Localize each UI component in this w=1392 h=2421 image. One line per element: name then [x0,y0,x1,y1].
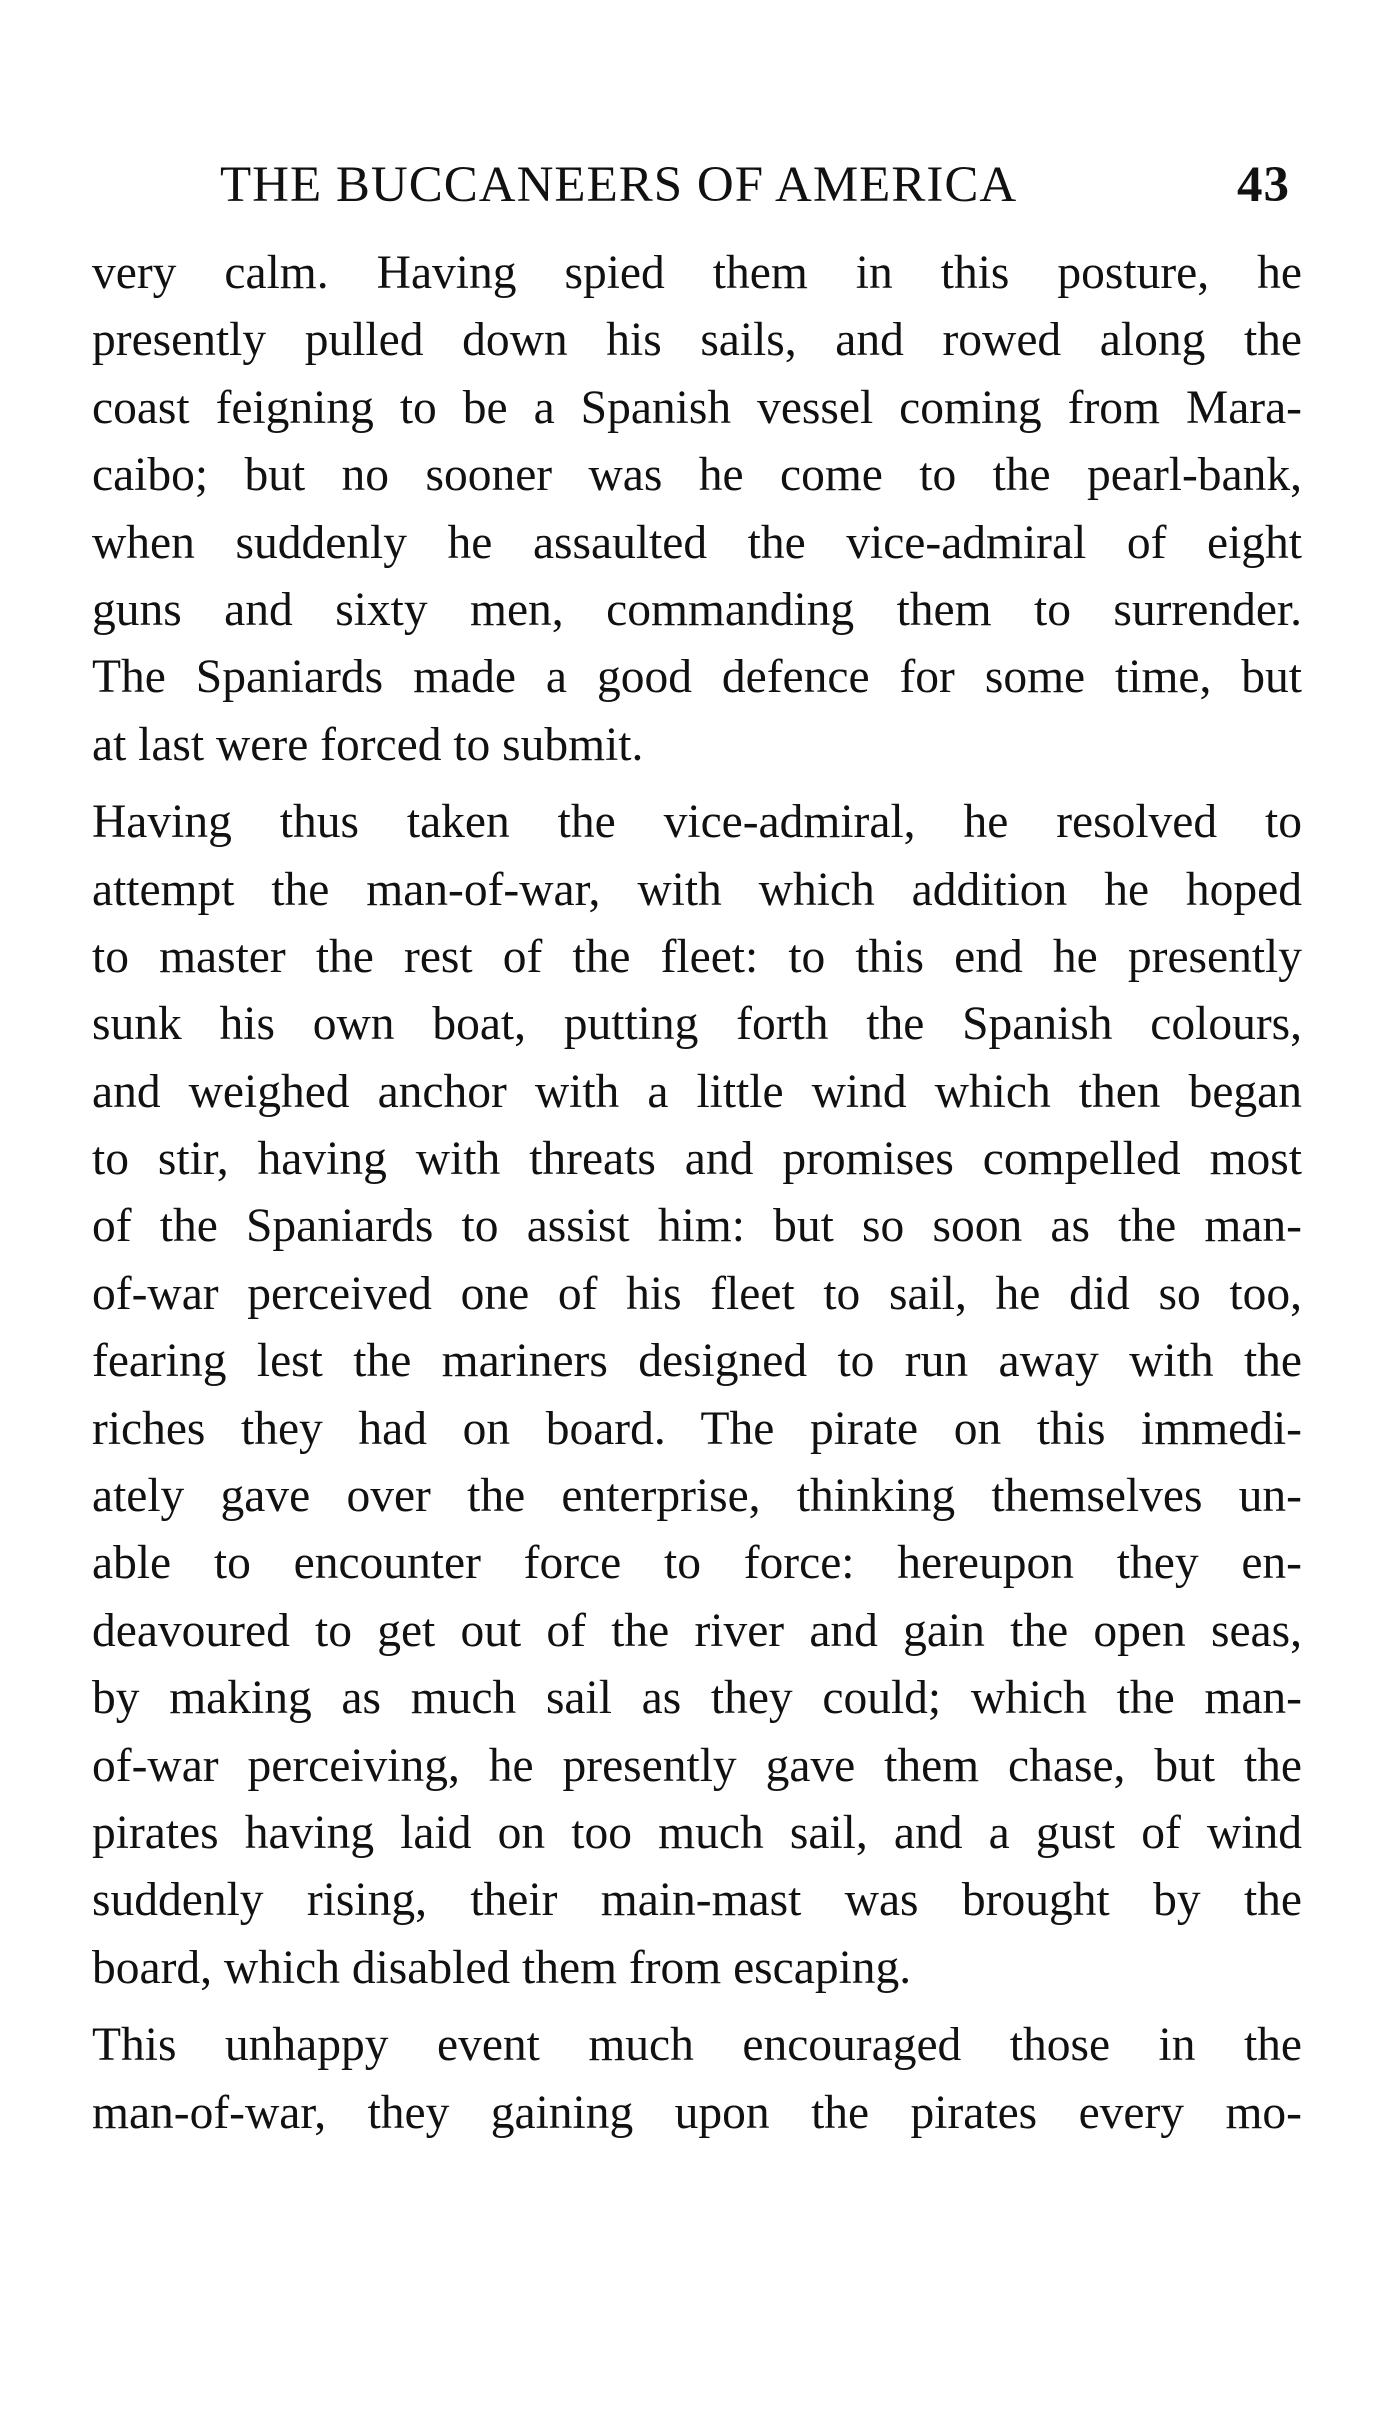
text-line: pirates having laid on too much sail, and a gust of wind [92,1806,1302,1859]
text-line: to stir, having with threats and promises compelled most [92,1133,1302,1186]
text-line: when suddenly he assaulted the vice-admiral of eight [92,516,1302,569]
text-line: board, which disabled them from escaping. [92,1941,912,1994]
text-line: by making as much sail as they could; which the man- [92,1672,1302,1725]
running-title: THE BUCCANEERS OF AMERICA [220,157,1018,213]
text-line: ately gave over the enterprise, thinking themselves un- [92,1470,1302,1523]
text-line: caibo; but no sooner was he come to the pearl-bank, [92,449,1302,502]
text-line: suddenly rising, their main-mast was brought by the [92,1874,1302,1927]
text-line: of-war perceiving, he presently gave them chase, but the [92,1739,1302,1792]
body-text [92,240,1302,2147]
text-line: guns and sixty men, commanding them to surrender. [92,583,1302,636]
text-line: attempt the man-of-war, with which addition he hoped [92,863,1302,916]
text-line: deavoured to get out of the river and gain the open seas, [92,1604,1302,1657]
text-line: presently pulled down his sails, and rowed along the [92,314,1302,367]
paragraph-2 [92,789,1302,2002]
paragraph-1 [92,240,1302,779]
running-head [160,150,1290,220]
text-line: of-war perceived one of his fleet to sail, he did so too, [92,1267,1302,1320]
text-line: This unhappy event much encouraged those in the [92,2019,1302,2072]
text-line: The Spaniards made a good defence for some time, but [92,651,1302,704]
text-line: fearing lest the mariners designed to run away with the [92,1335,1302,1388]
text-line: coast feigning to be a Spanish vessel coming from Mara- [92,381,1302,434]
page-number: 43 [1237,157,1290,213]
text-line: at last were forced to submit. [92,718,644,771]
text-line: riches they had on board. The pirate on this immedi- [92,1402,1302,1455]
paragraph-3 [92,2012,1302,2147]
text-line: sunk his own boat, putting forth the Spanish colours, [92,998,1302,1051]
text-line: able to encounter force to force: hereupon they en- [92,1537,1302,1590]
text-line: of the Spaniards to assist him: but so soon as the man- [92,1200,1302,1253]
text-line: very calm. Having spied them in this posture, he [92,247,1302,299]
text-line: to master the rest of the fleet: to this end he presently [92,930,1302,983]
text-line: Having thus taken the vice-admiral, he resolved to [92,796,1302,849]
text-line: man-of-war, they gaining upon the pirates every mo- [92,2086,1302,2139]
text-line: and weighed anchor with a little wind which then began [92,1065,1302,1118]
